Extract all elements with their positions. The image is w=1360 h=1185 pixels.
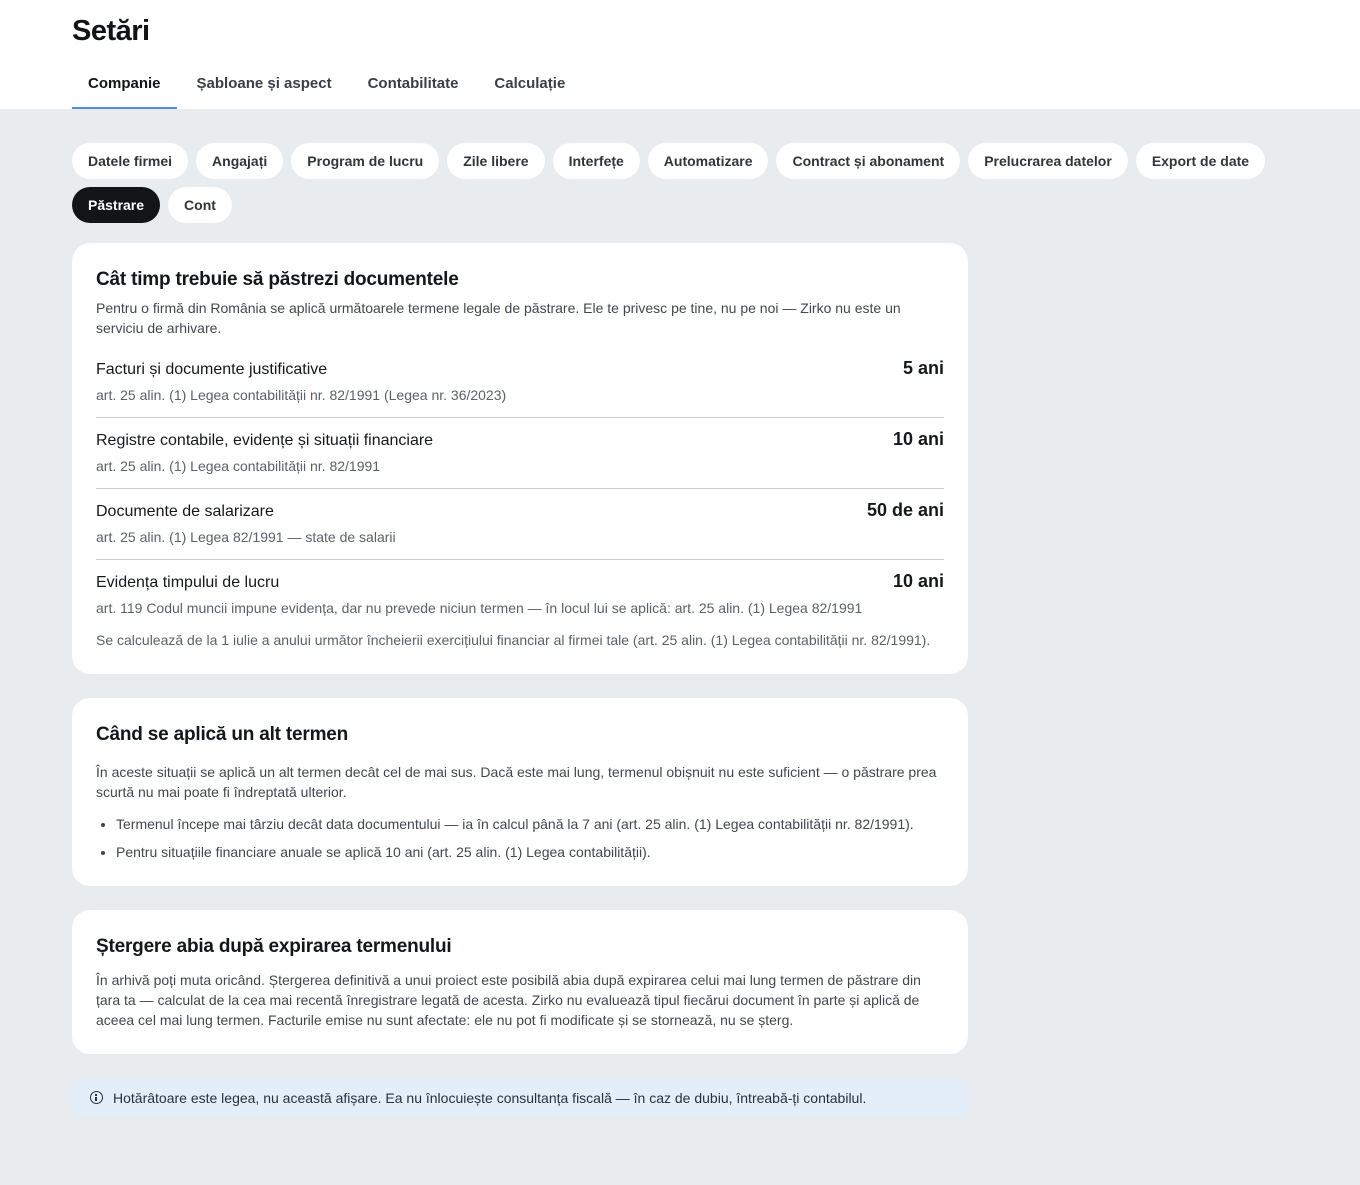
tab-calculatie[interactable]: Calculație bbox=[494, 75, 566, 92]
retention-row bbox=[96, 489, 944, 560]
other-term-card bbox=[72, 698, 968, 886]
retention-row-label: Documente de salarizare bbox=[96, 503, 274, 520]
info-text: Hotărâtoare este legea, nu această afișare. Ea nu înlocuiește consultanța fiscală — în caz de dubiu, întreabă-ți contabilul. bbox=[113, 1089, 867, 1106]
page-title: Setări bbox=[72, 15, 150, 47]
retention-note: Se calculează de la 1 iulie a anului următor încheierii exercițiului financiar al firmei tale (art. 25 alin. (1) Legea contabilității nr. 82/1991). bbox=[96, 632, 931, 648]
deletion-title: Ștergere abia după expirarea termenului bbox=[96, 936, 452, 957]
chip-export-de-date[interactable]: Export de date bbox=[1136, 143, 1265, 179]
settings-tabs bbox=[72, 63, 585, 109]
page-header bbox=[0, 0, 1360, 109]
tab-sabloane-aspect[interactable]: Șabloane și aspect bbox=[196, 75, 332, 92]
info-banner bbox=[72, 1078, 968, 1117]
list-item: • Pentru situațiile financiare anuale se aplică 10 ani (art. 25 alin. (1) Legea contabilității). bbox=[116, 842, 944, 862]
deletion-description: În arhivă poți muta oricând. Ștergerea definitivă a unui proiect este posibilă abia după expirarea celui mai lung termen de păstrare din țara ta — calculat de la cea mai recentă înregistrare legată de acesta. Zirko nu evaluează tipul fiecărui document în parte și aplică de aceea cel mai lung termen. Facturile emise nu sunt afectate: ele nu pot fi modificate și se stornează, nu se șterg. bbox=[96, 972, 921, 1028]
retention-row-label: Facturi și documente justificative bbox=[96, 361, 328, 378]
main-content bbox=[0, 109, 1360, 1117]
retention-row-value: 50 de ani bbox=[866, 500, 944, 520]
retention-row bbox=[96, 418, 944, 489]
list-item: • Termenul începe mai târziu decât data documentului — ia în calcul până la 7 ani (art. 25 alin. (1) Legea contabilității nr. 82/1991). bbox=[116, 814, 944, 834]
other-term-list bbox=[96, 814, 944, 862]
other-term-title: Când se aplică un alt termen bbox=[96, 724, 349, 745]
retention-row-reference: art. 25 alin. (1) Legea contabilității nr. 82/1991 (Legea nr. 36/2023) bbox=[96, 387, 507, 403]
retention-row-label: Registre contabile, evidențe și situații financiare bbox=[96, 432, 434, 449]
info-icon bbox=[90, 1091, 103, 1104]
retention-row-reference: art. 25 alin. (1) Legea 82/1991 — state de salarii bbox=[96, 529, 396, 545]
retention-row bbox=[96, 560, 944, 630]
retention-row-reference: art. 119 Codul muncii impune evidența, dar nu prevede niciun termen — în locul lui se aplică: art. 25 alin. (1) Legea 82/1991 bbox=[96, 600, 863, 616]
deletion-card bbox=[72, 910, 968, 1054]
retention-description: Pentru o firmă din România se aplică următoarele termene legale de păstrare. Ele te privesc pe tine, nu pe noi — Zirko nu este un serviciu de arhivare. bbox=[96, 300, 901, 336]
chip-interfete[interactable]: Interfețe bbox=[553, 143, 640, 179]
retention-row-value: 10 ani bbox=[892, 429, 944, 449]
retention-row-label: Evidența timpului de lucru bbox=[96, 574, 280, 591]
chip-zile-libere[interactable]: Zile libere bbox=[447, 143, 544, 179]
chip-contract-abonament[interactable]: Contract și abonament bbox=[776, 143, 960, 179]
chip-cont[interactable]: Cont bbox=[168, 187, 232, 223]
chip-datele-firmei[interactable]: Datele firmei bbox=[72, 143, 188, 179]
chip-pastrare[interactable]: Păstrare bbox=[72, 187, 160, 223]
retention-row bbox=[96, 347, 944, 418]
tab-contabilitate[interactable]: Contabilitate bbox=[367, 75, 459, 92]
chip-prelucrarea-datelor[interactable]: Prelucrarea datelor bbox=[968, 143, 1128, 179]
retention-card bbox=[72, 243, 968, 674]
retention-row-reference: art. 25 alin. (1) Legea contabilității nr. 82/1991 bbox=[96, 458, 381, 474]
tab-companie[interactable]: Companie bbox=[72, 63, 177, 109]
retention-row-value: 10 ani bbox=[892, 571, 944, 591]
chip-automatizare[interactable]: Automatizare bbox=[648, 143, 769, 179]
chip-angajati[interactable]: Angajați bbox=[196, 143, 283, 179]
chip-program-de-lucru[interactable]: Program de lucru bbox=[291, 143, 439, 179]
retention-row-value: 5 ani bbox=[902, 358, 944, 378]
subsection-chips bbox=[72, 143, 1288, 223]
retention-title: Cât timp trebuie să păstrezi documentele bbox=[96, 269, 459, 290]
other-term-description: În aceste situații se aplică un alt termen decât cel de mai sus. Dacă este mai lung, termenul obișnuit nu este suficient — o păstrare prea scurtă nu mai poate fi îndreptată ulterior. bbox=[96, 764, 937, 800]
